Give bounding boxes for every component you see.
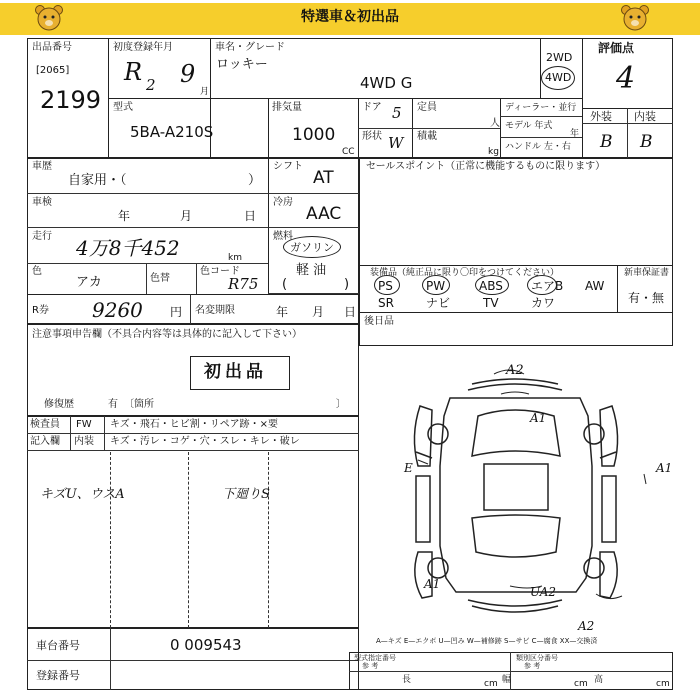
fw-label: FW [76,419,92,430]
length-unit: cm [484,679,498,689]
equipment-label: 装備品（純正品に限り〇印をつけてください） [370,268,560,278]
color-code-label: 色コード [200,266,240,277]
load-label: 積載 [417,131,437,142]
color-label: 色 [32,266,42,277]
repair-location: 〔箇所 [124,399,154,410]
damage-mark-a2-front: A2 [506,363,524,378]
sales-point-label: セールスポイント（正常に機能するものに限ります） [366,161,606,172]
car-name-label: 車名・グレード [215,42,285,53]
interior-label: 内装 [634,110,656,123]
mileage-label: 走行 [32,231,52,242]
stamp-text: 初出品 [204,362,267,382]
doors-value: 5 [392,104,402,122]
equip-airbag: エアB [531,279,564,293]
inspection-label: 車検 [32,197,52,208]
repair-label: 修復歴 [44,399,74,410]
equip-navi: ナビ [426,296,451,310]
drive-2wd: 2WD [546,51,573,64]
month-suffix: 月 [200,87,210,97]
mileage-value: 4万8千452 [76,236,180,260]
capacity-label: 定員 [417,102,437,113]
load-unit: kg [488,147,499,157]
equip-circle-mark [374,275,400,295]
fuel-gasoline: ガソリン [290,241,334,254]
bear-mascot-icon [620,4,650,32]
recycle-value: 9260 [92,298,143,322]
color-code-value: R75 [228,275,259,293]
equip-ps: PS [378,279,393,293]
displacement: 1000 [292,125,336,145]
lot-number: 2199 [40,86,102,114]
damage-mark-a1-right: A1 [656,461,673,475]
interior-inspect-label: 内装 [74,436,94,447]
repair-value: 有 [108,399,118,410]
equip-leather: カワ [531,296,556,310]
interior-grade: B [640,132,653,152]
meigi-day: 日 [344,305,357,319]
equip-tv: TV [483,296,499,310]
score-label: 評価点 [598,41,635,55]
damage-mark-ua2: UA2 [530,585,557,599]
paren-left: ( [282,277,288,292]
registration-label: 登録番号 [36,669,80,682]
first-registration-year: 2 [146,76,156,94]
car-damage-diagram [360,346,673,636]
sales-frame [359,158,673,346]
width-unit: cm [574,679,588,689]
equip-sr: SR [378,296,394,310]
inspection-year: 年 [118,209,131,223]
car-name: ロッキー [216,57,268,72]
inspection-month: 月 [180,209,193,223]
body-label: 形状 [362,131,382,142]
history-close: ） [248,173,262,188]
model-code: 5BA-A210S [130,123,214,141]
length-label: 長 [402,675,412,685]
body-value: W [388,134,404,152]
reference-2: 参 考 [524,662,541,670]
color-change-label: 色替 [150,273,170,284]
score-value: 4 [616,61,636,96]
fuel-diesel: 軽 油 [296,263,327,278]
inspector-label-2: 記入欄 [30,436,60,447]
yen-unit: 円 [170,305,183,319]
meigi-year: 年 [276,305,289,319]
model-label: 型式 [113,102,133,113]
equip-circle-mark [422,275,450,295]
ac-label: 冷房 [273,197,293,208]
reference-1: 参 考 [362,662,379,670]
damage-mark-e: E [404,461,413,475]
equip-circle-mark [475,275,509,295]
damage-mark-a1-left: A1 [424,577,441,591]
equip-circle-mark [527,275,557,295]
dealer-label: ディーラー・並行 [505,103,577,113]
grade: 4WD G [360,74,413,92]
inspector-note-1: キズU、ウスA [40,487,125,502]
interior-options: キズ・汚レ・コゲ・穴・スレ・キレ・破レ [110,436,300,447]
banner-title: 特選車＆初出品 [301,9,399,25]
notes-title: 注意事項申告欄（不具合内容等は具体的に記入して下さい） [32,329,302,340]
inspector-frame [27,416,359,628]
equip-aw: AW [585,279,605,293]
damage-legend: A—キズ E—エクボ U—凹み W—補修跡 S—サビ C—腐食 XX—交換済 [376,637,598,645]
height-unit: cm [656,679,670,689]
exterior-label: 外装 [590,110,612,123]
displacement-label: 排気量 [272,102,302,113]
chassis-number: 0 009543 [170,636,242,654]
drive-4wd: 4WD [545,71,572,84]
class-number-label: 類別区分番号 [516,654,558,662]
height-label: 高 [594,675,604,685]
ac-value: AAC [306,204,342,224]
repair-close: 〕 [336,399,346,410]
damage-mark-a2-rear: A2 [578,619,595,633]
type-designation-label: 型式指定番号 [354,654,396,662]
warranty-label: 新車保証書 [624,268,670,278]
width-label: 幅 [502,675,512,685]
cc-unit: CC [342,147,355,157]
km-unit: km [228,253,242,263]
equip-abs: ABS [479,279,503,293]
model-year-label: モデル 年式 [505,121,553,131]
capacity-unit: 人 [490,118,500,129]
fw-options: キズ・飛石・ヒビ割・リペア跡・×要 [110,419,278,430]
first-registration-era: R [124,58,143,86]
inspector-note-2: 下廻りS [222,487,270,502]
warranty-value: 有・無 [628,291,665,305]
fuel-label: 燃料 [273,231,293,242]
paren-right: ) [344,277,350,292]
meigi-label: 名変期限 [195,305,235,316]
lot-small-number: [2065] [36,65,70,76]
bear-mascot-icon [34,4,64,32]
handle-label: ハンドル 左・右 [505,142,571,152]
meigi-month: 月 [312,305,325,319]
equip-pw: PW [426,279,446,293]
inspector-label-1: 検査員 [30,419,60,430]
exterior-grade: B [600,132,613,152]
doors-label: ドア [362,102,382,113]
damage-mark-a1-hood: A1 [530,411,547,425]
year-unit: 年 [570,129,580,139]
after-items-label: 後日品 [364,316,394,327]
recycle-label: R券 [32,305,49,316]
color-value: アカ [76,275,102,290]
first-registration-label: 初度登録年月 [113,42,173,53]
first-registration-month: 9 [180,60,196,88]
inspection-day: 日 [244,209,257,223]
lot-label: 出品番号 [32,42,72,53]
history-value: 自家用・（ [68,173,127,188]
history-label: 車歴 [32,161,52,172]
shift-value: AT [313,168,334,188]
chassis-label: 車台番号 [36,639,80,652]
shift-label: シフト [273,161,303,172]
